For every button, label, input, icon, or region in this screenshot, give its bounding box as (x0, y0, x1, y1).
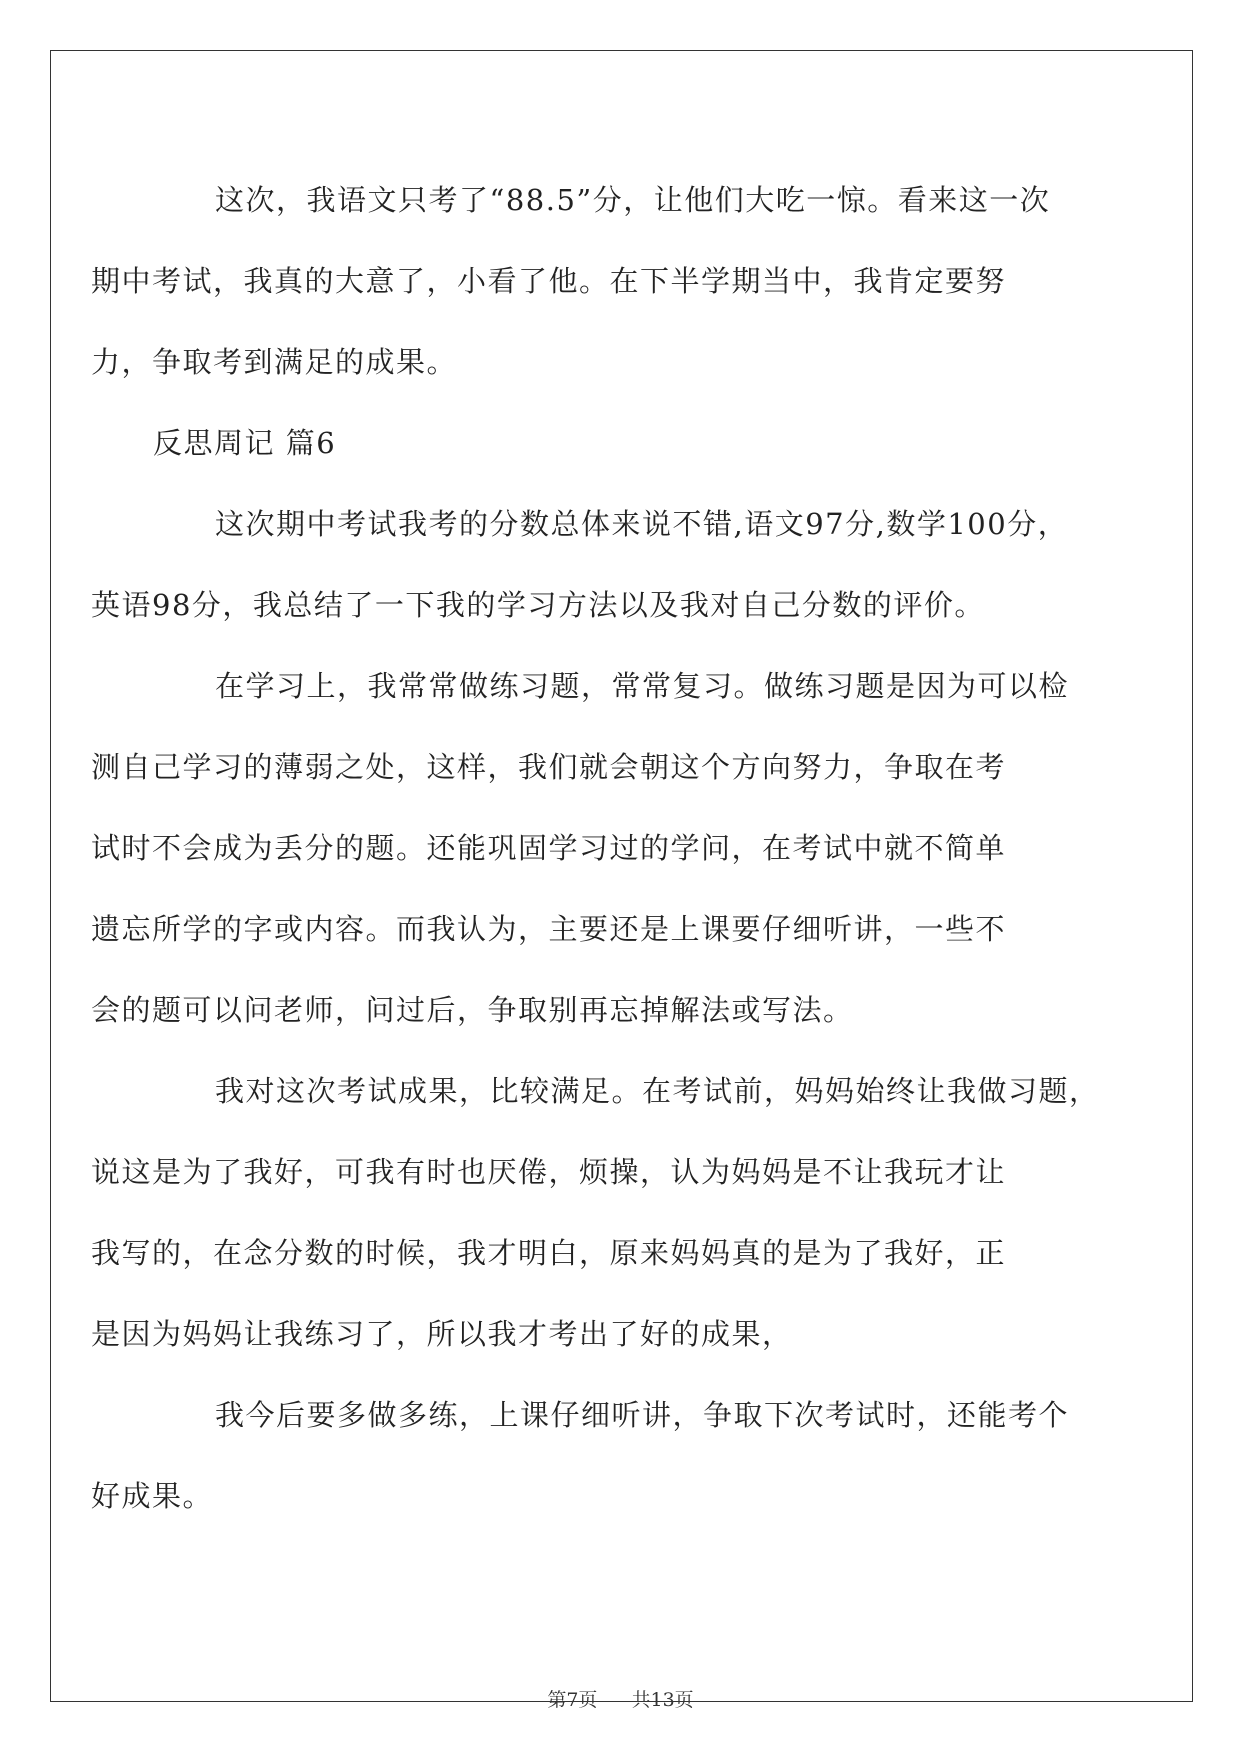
paragraph-line: 这次期中考试我考的分数总体来说不错,语文97分,数学100分， (215, 507, 1069, 541)
paragraph-line: 在学习上，我常常做练习题，常常复习。做练习题是因为可以检 (215, 669, 1070, 703)
paragraph-3 (91, 646, 1093, 1051)
paragraph-line: 我对这次考试成果，比较满足。在考试前，妈妈始终让我做习题， (215, 1074, 1100, 1108)
paragraph-line: 我今后要多做多练，上课仔细听讲，争取下次考试时，还能考个 (215, 1398, 1070, 1432)
page-footer (0, 1685, 1241, 1712)
paragraph-4 (91, 1051, 1100, 1375)
paragraph-1 (91, 160, 1093, 403)
paragraph-line: 是因为妈妈让我练习了，所以我才考出了好的成果， (91, 1317, 793, 1351)
paragraph-line: 说这是为了我好，可我有时也厌倦，烦操，认为妈妈是不让我玩才让 (91, 1155, 1007, 1189)
paragraph-line: 会的题可以问老师，问过后，争取别再忘掉解法或写法。 (91, 993, 854, 1027)
paragraph-line: 试时不会成为丢分的题。还能巩固学习过的学问，在考试中就不简单 (91, 831, 1007, 865)
page-number: 第7页 (547, 1689, 598, 1711)
paragraph-line: 好成果。 (91, 1479, 214, 1513)
paragraph-2 (91, 484, 1093, 646)
page-total: 共13页 (631, 1689, 694, 1711)
paragraph-5 (91, 1375, 1093, 1537)
paragraph-line: 这次，我语文只考了“88.5”分，让他们大吃一惊。看来这一次 (215, 183, 1051, 217)
document-body (91, 160, 1100, 1537)
heading-text: 反思周记 篇6 (153, 426, 337, 460)
paragraph-line: 英语98分，我总结了一下我的学习方法以及我对自己分数的评价。 (91, 588, 985, 622)
section-heading (153, 403, 1093, 484)
paragraph-line: 期中考试，我真的大意了，小看了他。在下半学期当中，我肯定要努 (91, 264, 1007, 298)
paragraph-line: 我写的，在念分数的时候，我才明白，原来妈妈真的是为了我好，正 (91, 1236, 1007, 1270)
paragraph-line: 测自己学习的薄弱之处，这样，我们就会朝这个方向努力，争取在考 (91, 750, 1007, 784)
paragraph-line: 遗忘所学的字或内容。而我认为，主要还是上课要仔细听讲，一些不 (91, 912, 1007, 946)
paragraph-line: 力，争取考到满足的成果。 (91, 345, 458, 379)
